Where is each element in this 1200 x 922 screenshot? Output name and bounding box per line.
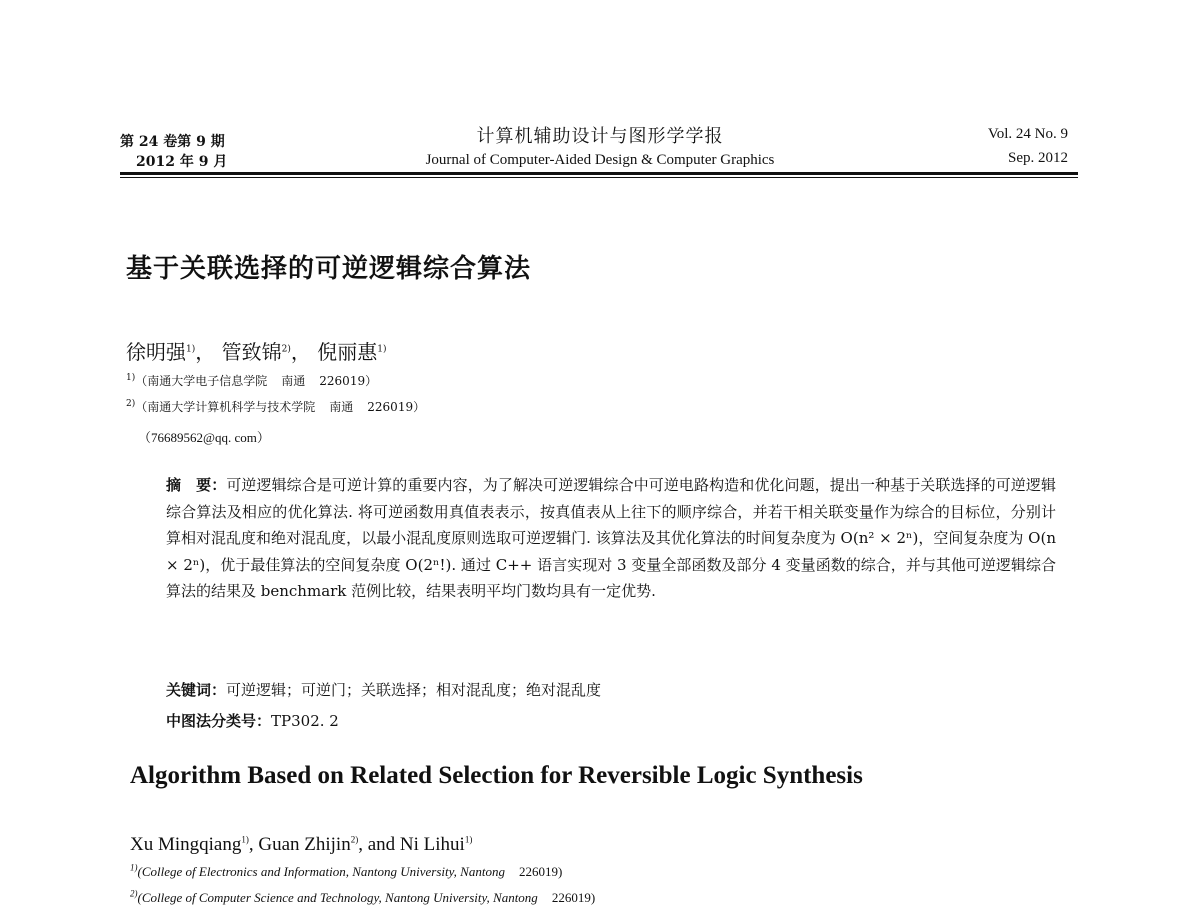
journal-masthead <box>380 124 820 170</box>
affiliation-zip: 226019) <box>551 890 596 905</box>
journal-name-en: Journal of Computer-Aided Design & Computer Graphics <box>425 152 775 168</box>
affiliation-mark: 2) <box>130 888 138 899</box>
author-affiliation-mark: 1) <box>186 344 196 355</box>
issue-info-cn <box>120 132 227 172</box>
author-affiliation-mark: 1) <box>241 834 249 845</box>
author-name: 管致锦 <box>221 340 282 364</box>
volume-en: Vol. 24 No. 9 <box>987 126 1068 142</box>
issue-info-en <box>940 122 1068 170</box>
keywords-label: 关键词： <box>166 681 227 699</box>
affiliation-city: 南通 <box>329 400 354 414</box>
keywords-text: 可逆逻辑；可逆门；关联选择；相对混乱度；绝对混乱度 <box>226 681 602 699</box>
affiliation-mark: 1) <box>126 373 136 383</box>
author-affiliation-mark: 2) <box>350 834 359 845</box>
keywords-cn <box>166 680 601 700</box>
affiliation-org: （南通大学计算机科学与技术学院 <box>135 400 316 414</box>
author-name-en: Xu Mingqiang <box>130 834 242 855</box>
author-separator: ， <box>195 340 216 364</box>
author-name: 徐明强 <box>126 340 186 364</box>
abstract-text: 可逆逻辑综合是可逆计算的重要内容，为了解决可逆逻辑综合中可逆电路构造和优化问题，提出一种基于关联选择的可逆逻辑综合算法及相应的优化算法. 将可逆函数用真值表表示，按真值表从上往下的顺序综合，并若干相关联变量作为综合的目标位，分别计算相对混乱度和绝对混乱度，以最小混乱度原则选取可逆逻辑门. 该算法及其优化算法的时间复杂度为 O(n² × 2ⁿ)，空间复杂度为 O(n × 2ⁿ)，优于最佳算法的空间复杂度 O(2ⁿ!). 通过 C++ 语言实现对 3 变量全部函数及部分 4 变量函数的综合，并与其他可逆逻辑综合算法的结果及 benchmark 范例比较，结果表明平均门数均具有一定优势. <box>166 476 1056 600</box>
abstract-label: 摘 要： <box>166 476 227 494</box>
affiliation-org: （南通大学电子信息学院 <box>135 374 268 388</box>
issue-date-cn: 2012 年 9 月 <box>136 154 228 170</box>
abstract-cn <box>166 472 1056 605</box>
author-affiliation-mark: 1) <box>377 344 387 355</box>
author-separator: , <box>248 834 259 855</box>
clc-number <box>166 711 339 731</box>
affiliation-text: (College of Computer Science and Technology, Nantong University, Nantong <box>137 890 538 905</box>
issue-date-en: Sep. 2012 <box>1008 150 1068 166</box>
author-separator: ， <box>290 340 311 364</box>
clc-text: TP302. 2 <box>271 712 339 730</box>
author-list-cn <box>126 336 386 365</box>
affiliation-mark: 2) <box>126 399 136 409</box>
header-rule-thick <box>120 172 1078 175</box>
author-affiliation-mark: 2) <box>281 344 291 355</box>
journal-name-cn: 计算机辅助设计与图形学学报 <box>476 126 724 147</box>
author-list-en <box>130 834 472 856</box>
affiliation-en-2 <box>130 890 595 906</box>
affiliation-text: (College of Electronics and Information, Nantong University, Nantong <box>137 864 505 879</box>
author-name-en: Guan Zhijin <box>258 834 351 855</box>
clc-label: 中图法分类号： <box>166 712 272 730</box>
paper-title-cn: 基于关联选择的可逆逻辑综合算法 <box>126 254 532 284</box>
affiliation-cn-1 <box>126 373 377 389</box>
header-rule-thin <box>120 177 1078 178</box>
affiliation-mark: 1) <box>130 862 138 873</box>
author-separator: , and <box>358 834 400 855</box>
affiliation-en-1 <box>130 864 562 880</box>
affiliation-city: 南通 <box>281 374 306 388</box>
affiliation-zip: 226019） <box>319 374 378 388</box>
affiliation-zip: 226019) <box>518 864 563 879</box>
affiliation-cn-2 <box>126 399 425 415</box>
author-name: 倪丽惠 <box>317 340 378 364</box>
affiliation-zip: 226019） <box>367 400 426 414</box>
paper-title-en: Algorithm Based on Related Selection for Reversible Logic Synthesis <box>130 762 863 789</box>
author-affiliation-mark: 1) <box>464 834 473 845</box>
issue-number-cn: 第 24 卷第 9 期 <box>120 134 225 150</box>
author-name-en: Ni Lihui <box>399 834 465 855</box>
author-email: （76689562@qq. com） <box>138 430 270 445</box>
